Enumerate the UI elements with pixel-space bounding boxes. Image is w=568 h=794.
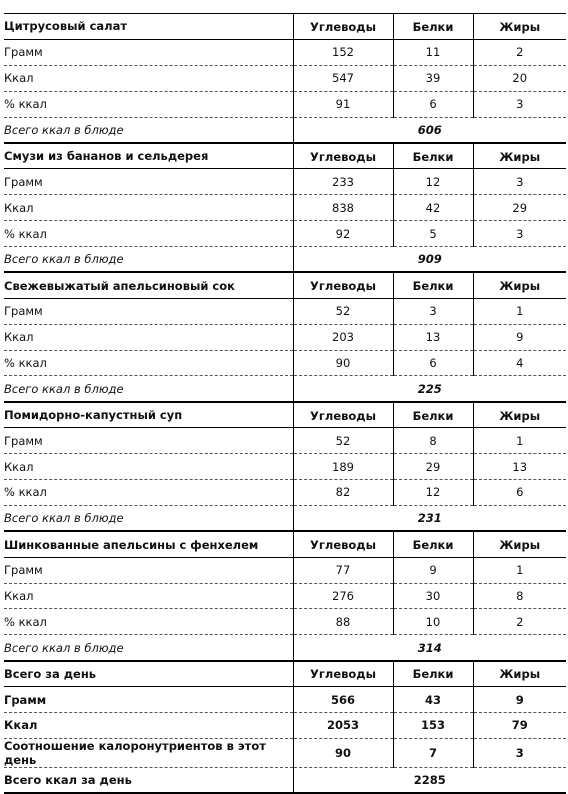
row-value: 30: [393, 583, 473, 609]
dish-2-title: Смузи из бананов и сельдерея: [4, 143, 293, 169]
row-label: % ккал: [4, 480, 293, 506]
row-value: 203: [293, 324, 393, 350]
table-row: [4, 221, 566, 247]
table-row: [4, 169, 566, 195]
nutrition-table-body: [4, 14, 566, 794]
row-value: 39: [393, 65, 473, 91]
table-row: [4, 583, 566, 609]
column-header-2: Белки: [393, 143, 473, 169]
row-value: 2053: [293, 713, 393, 739]
row-value: 6: [393, 91, 473, 117]
total-value: 225: [293, 376, 566, 402]
table-row: [4, 350, 566, 376]
row-label: Грамм: [4, 298, 293, 324]
row-label: Ккал: [4, 713, 293, 739]
table-row: [4, 65, 566, 91]
row-value: 1: [473, 428, 566, 454]
table-row: [4, 687, 566, 713]
dish-1-header-row: [4, 14, 566, 40]
dish-4-title: Помидорно-капустный суп: [4, 402, 293, 428]
column-header-3: Жиры: [473, 14, 566, 40]
row-value: 90: [293, 738, 393, 767]
row-value: 10: [393, 609, 473, 635]
total-value: 2285: [293, 767, 566, 793]
row-value: 3: [473, 169, 566, 195]
row-value: 9: [473, 324, 566, 350]
row-label: % ккал: [4, 609, 293, 635]
row-value: 189: [293, 454, 393, 480]
column-header-1: Углеводы: [293, 661, 393, 687]
column-header-1: Углеводы: [293, 14, 393, 40]
row-label: Грамм: [4, 557, 293, 583]
total-label: Всего ккал за день: [4, 767, 293, 793]
row-label: Грамм: [4, 687, 293, 713]
row-value: 88: [293, 609, 393, 635]
column-header-3: Жиры: [473, 661, 566, 687]
dish-3-total-row: [4, 376, 566, 402]
total-label: Всего ккал в блюде: [4, 376, 293, 402]
table-row: [4, 609, 566, 635]
row-value: 8: [473, 583, 566, 609]
row-value: 52: [293, 428, 393, 454]
row-value: 153: [393, 713, 473, 739]
row-value: 13: [393, 324, 473, 350]
row-value: 1: [473, 557, 566, 583]
row-value: 3: [393, 298, 473, 324]
row-value: 3: [473, 221, 566, 247]
column-header-1: Углеводы: [293, 272, 393, 298]
column-header-2: Белки: [393, 661, 473, 687]
table-row: [4, 557, 566, 583]
dish-3-title: Свежевыжатый апельсиновый сок: [4, 272, 293, 298]
column-header-2: Белки: [393, 402, 473, 428]
row-value: 6: [473, 480, 566, 506]
row-value: 52: [293, 298, 393, 324]
column-header-1: Углеводы: [293, 143, 393, 169]
row-value: 276: [293, 583, 393, 609]
column-header-3: Жиры: [473, 272, 566, 298]
total-value: 606: [293, 117, 566, 143]
row-value: 77: [293, 557, 393, 583]
table-row: [4, 428, 566, 454]
nutrition-table: [4, 13, 566, 794]
row-value: 9: [393, 557, 473, 583]
row-value: 12: [393, 169, 473, 195]
total-label: Всего ккал в блюде: [4, 505, 293, 531]
table-row: [4, 454, 566, 480]
table-row: [4, 298, 566, 324]
column-header-2: Белки: [393, 14, 473, 40]
row-label: Ккал: [4, 454, 293, 480]
day-title: Всего за день: [4, 661, 293, 687]
dish-3-header-row: [4, 272, 566, 298]
row-value: 82: [293, 480, 393, 506]
dish-5-title: Шинкованные апельсины с фенхелем: [4, 531, 293, 557]
day-total-row: [4, 767, 566, 793]
row-label: Ккал: [4, 65, 293, 91]
row-value: 91: [293, 91, 393, 117]
total-label: Всего ккал в блюде: [4, 635, 293, 661]
row-value: 12: [393, 480, 473, 506]
table-row: [4, 195, 566, 221]
row-value: 43: [393, 687, 473, 713]
dish-2-total-row: [4, 247, 566, 273]
row-label: % ккал: [4, 350, 293, 376]
row-value: 152: [293, 39, 393, 65]
row-value: 29: [473, 195, 566, 221]
row-value: 90: [293, 350, 393, 376]
row-value: 3: [473, 91, 566, 117]
table-row: [4, 39, 566, 65]
table-row: [4, 713, 566, 739]
dish-5-header-row: [4, 531, 566, 557]
row-value: 42: [393, 195, 473, 221]
row-label: Соотношение калоронутриентов в этот день: [4, 738, 293, 767]
column-header-1: Углеводы: [293, 402, 393, 428]
row-label: Ккал: [4, 195, 293, 221]
total-value: 314: [293, 635, 566, 661]
row-value: 92: [293, 221, 393, 247]
dish-4-header-row: [4, 402, 566, 428]
row-value: 233: [293, 169, 393, 195]
row-label: Грамм: [4, 169, 293, 195]
row-label: Ккал: [4, 324, 293, 350]
row-value: 838: [293, 195, 393, 221]
row-value: 566: [293, 687, 393, 713]
row-value: 1: [473, 298, 566, 324]
column-header-2: Белки: [393, 272, 473, 298]
row-value: 6: [393, 350, 473, 376]
table-row: [4, 91, 566, 117]
dish-1-total-row: [4, 117, 566, 143]
total-label: Всего ккал в блюде: [4, 117, 293, 143]
dish-5-total-row: [4, 635, 566, 661]
row-value: 7: [393, 738, 473, 767]
row-value: 3: [473, 738, 566, 767]
dish-1-title: Цитрусовый салат: [4, 14, 293, 40]
row-value: 13: [473, 454, 566, 480]
column-header-3: Жиры: [473, 531, 566, 557]
row-value: 5: [393, 221, 473, 247]
total-value: 231: [293, 505, 566, 531]
table-row: [4, 324, 566, 350]
row-label: Ккал: [4, 583, 293, 609]
row-label: % ккал: [4, 91, 293, 117]
column-header-3: Жиры: [473, 402, 566, 428]
column-header-1: Углеводы: [293, 531, 393, 557]
row-label: % ккал: [4, 221, 293, 247]
row-label: Грамм: [4, 428, 293, 454]
dish-2-header-row: [4, 143, 566, 169]
table-row: [4, 738, 566, 767]
day-header-row: [4, 661, 566, 687]
row-value: 8: [393, 428, 473, 454]
row-value: 4: [473, 350, 566, 376]
row-value: 79: [473, 713, 566, 739]
row-value: 20: [473, 65, 566, 91]
total-value: 909: [293, 247, 566, 273]
dish-4-total-row: [4, 505, 566, 531]
column-header-3: Жиры: [473, 143, 566, 169]
table-row: [4, 480, 566, 506]
row-label: Грамм: [4, 39, 293, 65]
row-value: 11: [393, 39, 473, 65]
row-value: 2: [473, 39, 566, 65]
row-value: 547: [293, 65, 393, 91]
row-value: 2: [473, 609, 566, 635]
column-header-2: Белки: [393, 531, 473, 557]
total-label: Всего ккал в блюде: [4, 247, 293, 273]
row-value: 9: [473, 687, 566, 713]
row-value: 29: [393, 454, 473, 480]
